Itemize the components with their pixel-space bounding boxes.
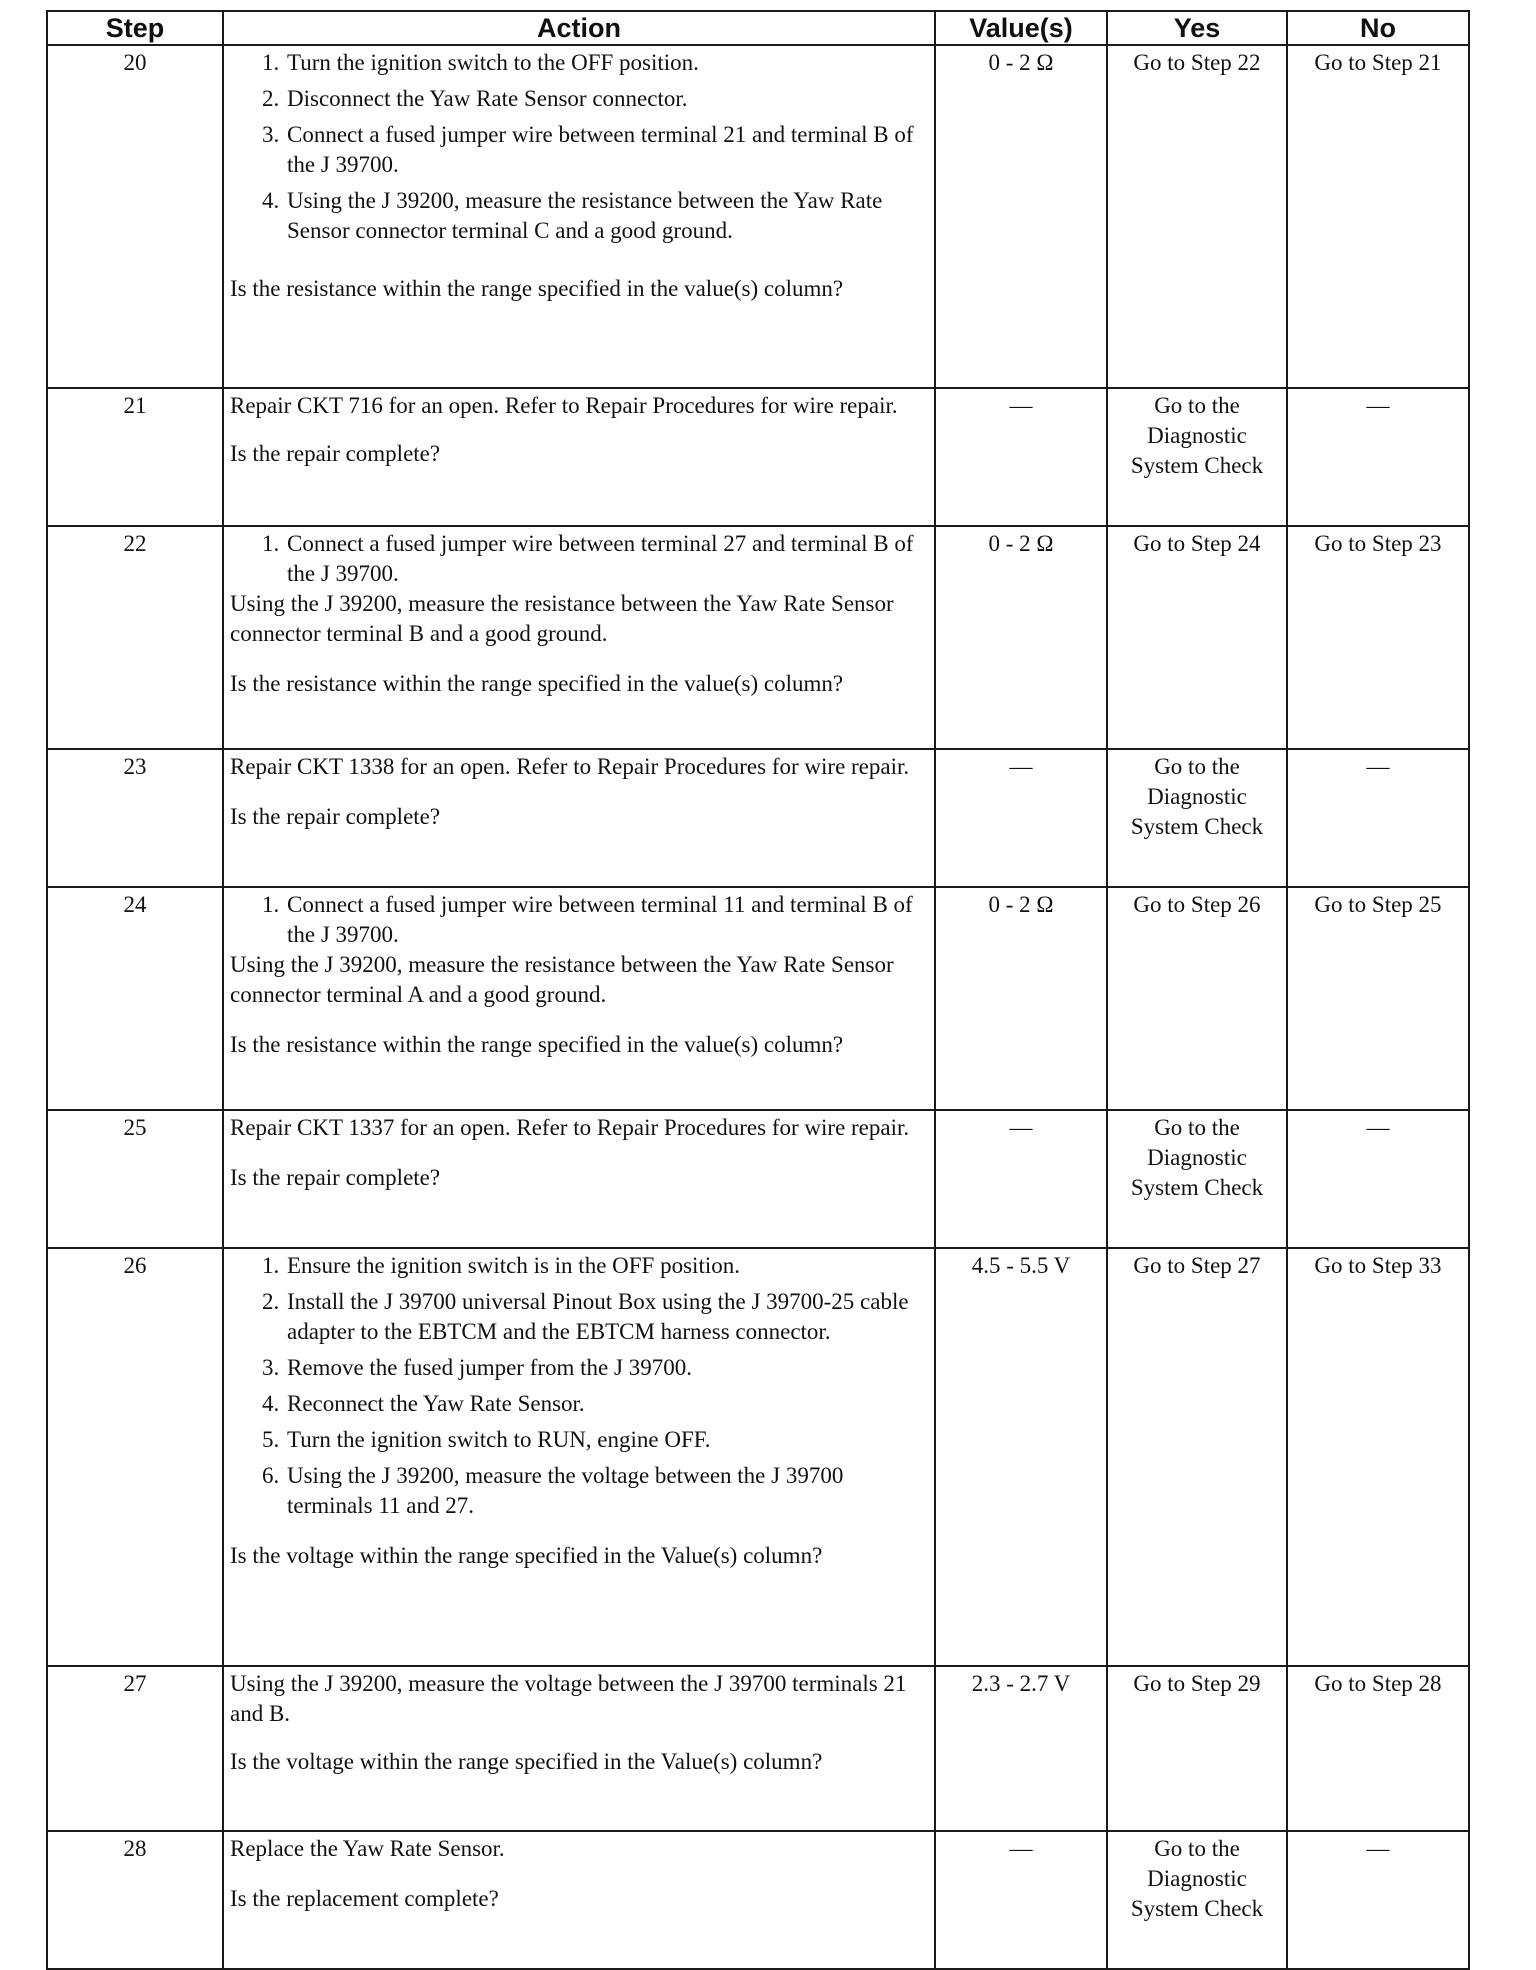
table-row (47, 1666, 1469, 1831)
value-cell: 4.5 - 5.5 V (935, 1248, 1107, 1666)
action-step: 1. Connect a fused jumper wire between terminal 11 and terminal B of the J 39700. (285, 890, 928, 950)
action-question: Is the repair complete? (230, 804, 441, 829)
value-cell: — (935, 749, 1107, 887)
table-body (47, 45, 1469, 1969)
table-row (47, 887, 1469, 1110)
step-number: 28 (47, 1831, 223, 1969)
value-cell: 0 - 2 Ω (935, 45, 1107, 388)
action-cell (223, 749, 935, 887)
step-number: 27 (47, 1666, 223, 1831)
action-step: 6. Using the J 39200, measure the voltage between the J 39700 terminals 11 and 27. (285, 1461, 928, 1521)
table-row (47, 388, 1469, 526)
action-cell (223, 1110, 935, 1248)
action-question: Is the repair complete? (230, 1165, 441, 1190)
action-step: 4. Using the J 39200, measure the resistance between the Yaw Rate Sensor connector terminal C and a good ground. (285, 186, 928, 246)
table-row (47, 1110, 1469, 1248)
table-row (47, 45, 1469, 388)
action-step: 4. Reconnect the Yaw Rate Sensor. (285, 1389, 928, 1419)
no-cell: — (1287, 388, 1469, 526)
diagnostic-table (46, 10, 1470, 1970)
action-cell (223, 1666, 935, 1831)
action-steps-list (230, 529, 928, 589)
yes-cell: Go to the Diagnostic System Check (1107, 388, 1287, 526)
value-cell: 2.3 - 2.7 V (935, 1666, 1107, 1831)
action-cell (223, 526, 935, 749)
table-header-row (47, 11, 1469, 45)
header-step: Step (47, 11, 223, 45)
action-question: Is the voltage within the range specified in the Value(s) column? (230, 1543, 823, 1568)
yes-cell: Go to Step 22 (1107, 45, 1287, 388)
action-text: Repair CKT 1338 for an open. Refer to Repair Procedures for wire repair. (230, 754, 910, 779)
no-cell: Go to Step 23 (1287, 526, 1469, 749)
action-question: Is the replacement complete? (230, 1886, 499, 1911)
action-step: 2. Disconnect the Yaw Rate Sensor connector. (285, 84, 928, 114)
action-text: Replace the Yaw Rate Sensor. (230, 1836, 505, 1861)
value-cell: — (935, 388, 1107, 526)
action-text: Repair CKT 1337 for an open. Refer to Repair Procedures for wire repair. (230, 1115, 910, 1140)
yes-cell: Go to the Diagnostic System Check (1107, 1110, 1287, 1248)
action-step: 3. Connect a fused jumper wire between terminal 21 and terminal B of the J 39700. (285, 120, 928, 180)
step-number: 20 (47, 45, 223, 388)
table-row (47, 1831, 1469, 1969)
action-question: Is the resistance within the range specified in the value(s) column? (230, 671, 844, 696)
table-row (47, 1248, 1469, 1666)
action-question: Is the voltage within the range specified in the Value(s) column? (230, 1749, 823, 1774)
action-cell (223, 1248, 935, 1666)
table-row (47, 749, 1469, 887)
action-step: 5. Turn the ignition switch to RUN, engine OFF. (285, 1425, 928, 1455)
step-number: 26 (47, 1248, 223, 1666)
header-no: No (1287, 11, 1469, 45)
action-steps-list (230, 890, 928, 950)
no-cell: Go to Step 25 (1287, 887, 1469, 1110)
value-cell: 0 - 2 Ω (935, 526, 1107, 749)
yes-cell: Go to Step 26 (1107, 887, 1287, 1110)
step-number: 23 (47, 749, 223, 887)
table-row (47, 526, 1469, 749)
yes-cell: Go to Step 24 (1107, 526, 1287, 749)
action-question: Is the resistance within the range specified in the value(s) column? (230, 1032, 844, 1057)
action-steps-list (230, 1251, 928, 1521)
yes-cell: Go to Step 29 (1107, 1666, 1287, 1831)
action-question: Is the resistance within the range specified in the value(s) column? (230, 276, 844, 301)
action-step: 3. Remove the fused jumper from the J 39700. (285, 1353, 928, 1383)
action-cell (223, 388, 935, 526)
step-number: 25 (47, 1110, 223, 1248)
step-number: 22 (47, 526, 223, 749)
action-step: 2. Install the J 39700 universal Pinout Box using the J 39700-25 cable adapter to the EBTCM and the EBTCM harness connector. (285, 1287, 928, 1347)
action-steps-list (230, 48, 928, 246)
value-cell: — (935, 1110, 1107, 1248)
step-number: 24 (47, 887, 223, 1110)
action-cell (223, 45, 935, 388)
value-cell: — (935, 1831, 1107, 1969)
action-step: 1. Connect a fused jumper wire between terminal 27 and terminal B of the J 39700. (285, 529, 928, 589)
no-cell: — (1287, 749, 1469, 887)
header-action: Action (223, 11, 935, 45)
header-values: Value(s) (935, 11, 1107, 45)
no-cell: Go to Step 28 (1287, 1666, 1469, 1831)
action-question: Is the repair complete? (230, 441, 441, 466)
header-yes: Yes (1107, 11, 1287, 45)
no-cell: Go to Step 21 (1287, 45, 1469, 388)
yes-cell: Go to the Diagnostic System Check (1107, 1831, 1287, 1969)
action-text: Using the J 39200, measure the voltage between the J 39700 terminals 21 and B. (230, 1671, 907, 1726)
yes-cell: Go to the Diagnostic System Check (1107, 749, 1287, 887)
action-step: 1. Ensure the ignition switch is in the OFF position. (285, 1251, 928, 1281)
action-cell (223, 887, 935, 1110)
no-cell: — (1287, 1110, 1469, 1248)
action-text: Using the J 39200, measure the resistance between the Yaw Rate Sensor connector terminal A and a good ground. (230, 952, 894, 1007)
no-cell: Go to Step 33 (1287, 1248, 1469, 1666)
action-step: 1. Turn the ignition switch to the OFF position. (285, 48, 928, 78)
yes-cell: Go to Step 27 (1107, 1248, 1287, 1666)
action-text: Repair CKT 716 for an open. Refer to Repair Procedures for wire repair. (230, 393, 898, 418)
action-cell (223, 1831, 935, 1969)
action-text: Using the J 39200, measure the resistance between the Yaw Rate Sensor connector terminal B and a good ground. (230, 591, 894, 646)
no-cell: — (1287, 1831, 1469, 1969)
step-number: 21 (47, 388, 223, 526)
value-cell: 0 - 2 Ω (935, 887, 1107, 1110)
